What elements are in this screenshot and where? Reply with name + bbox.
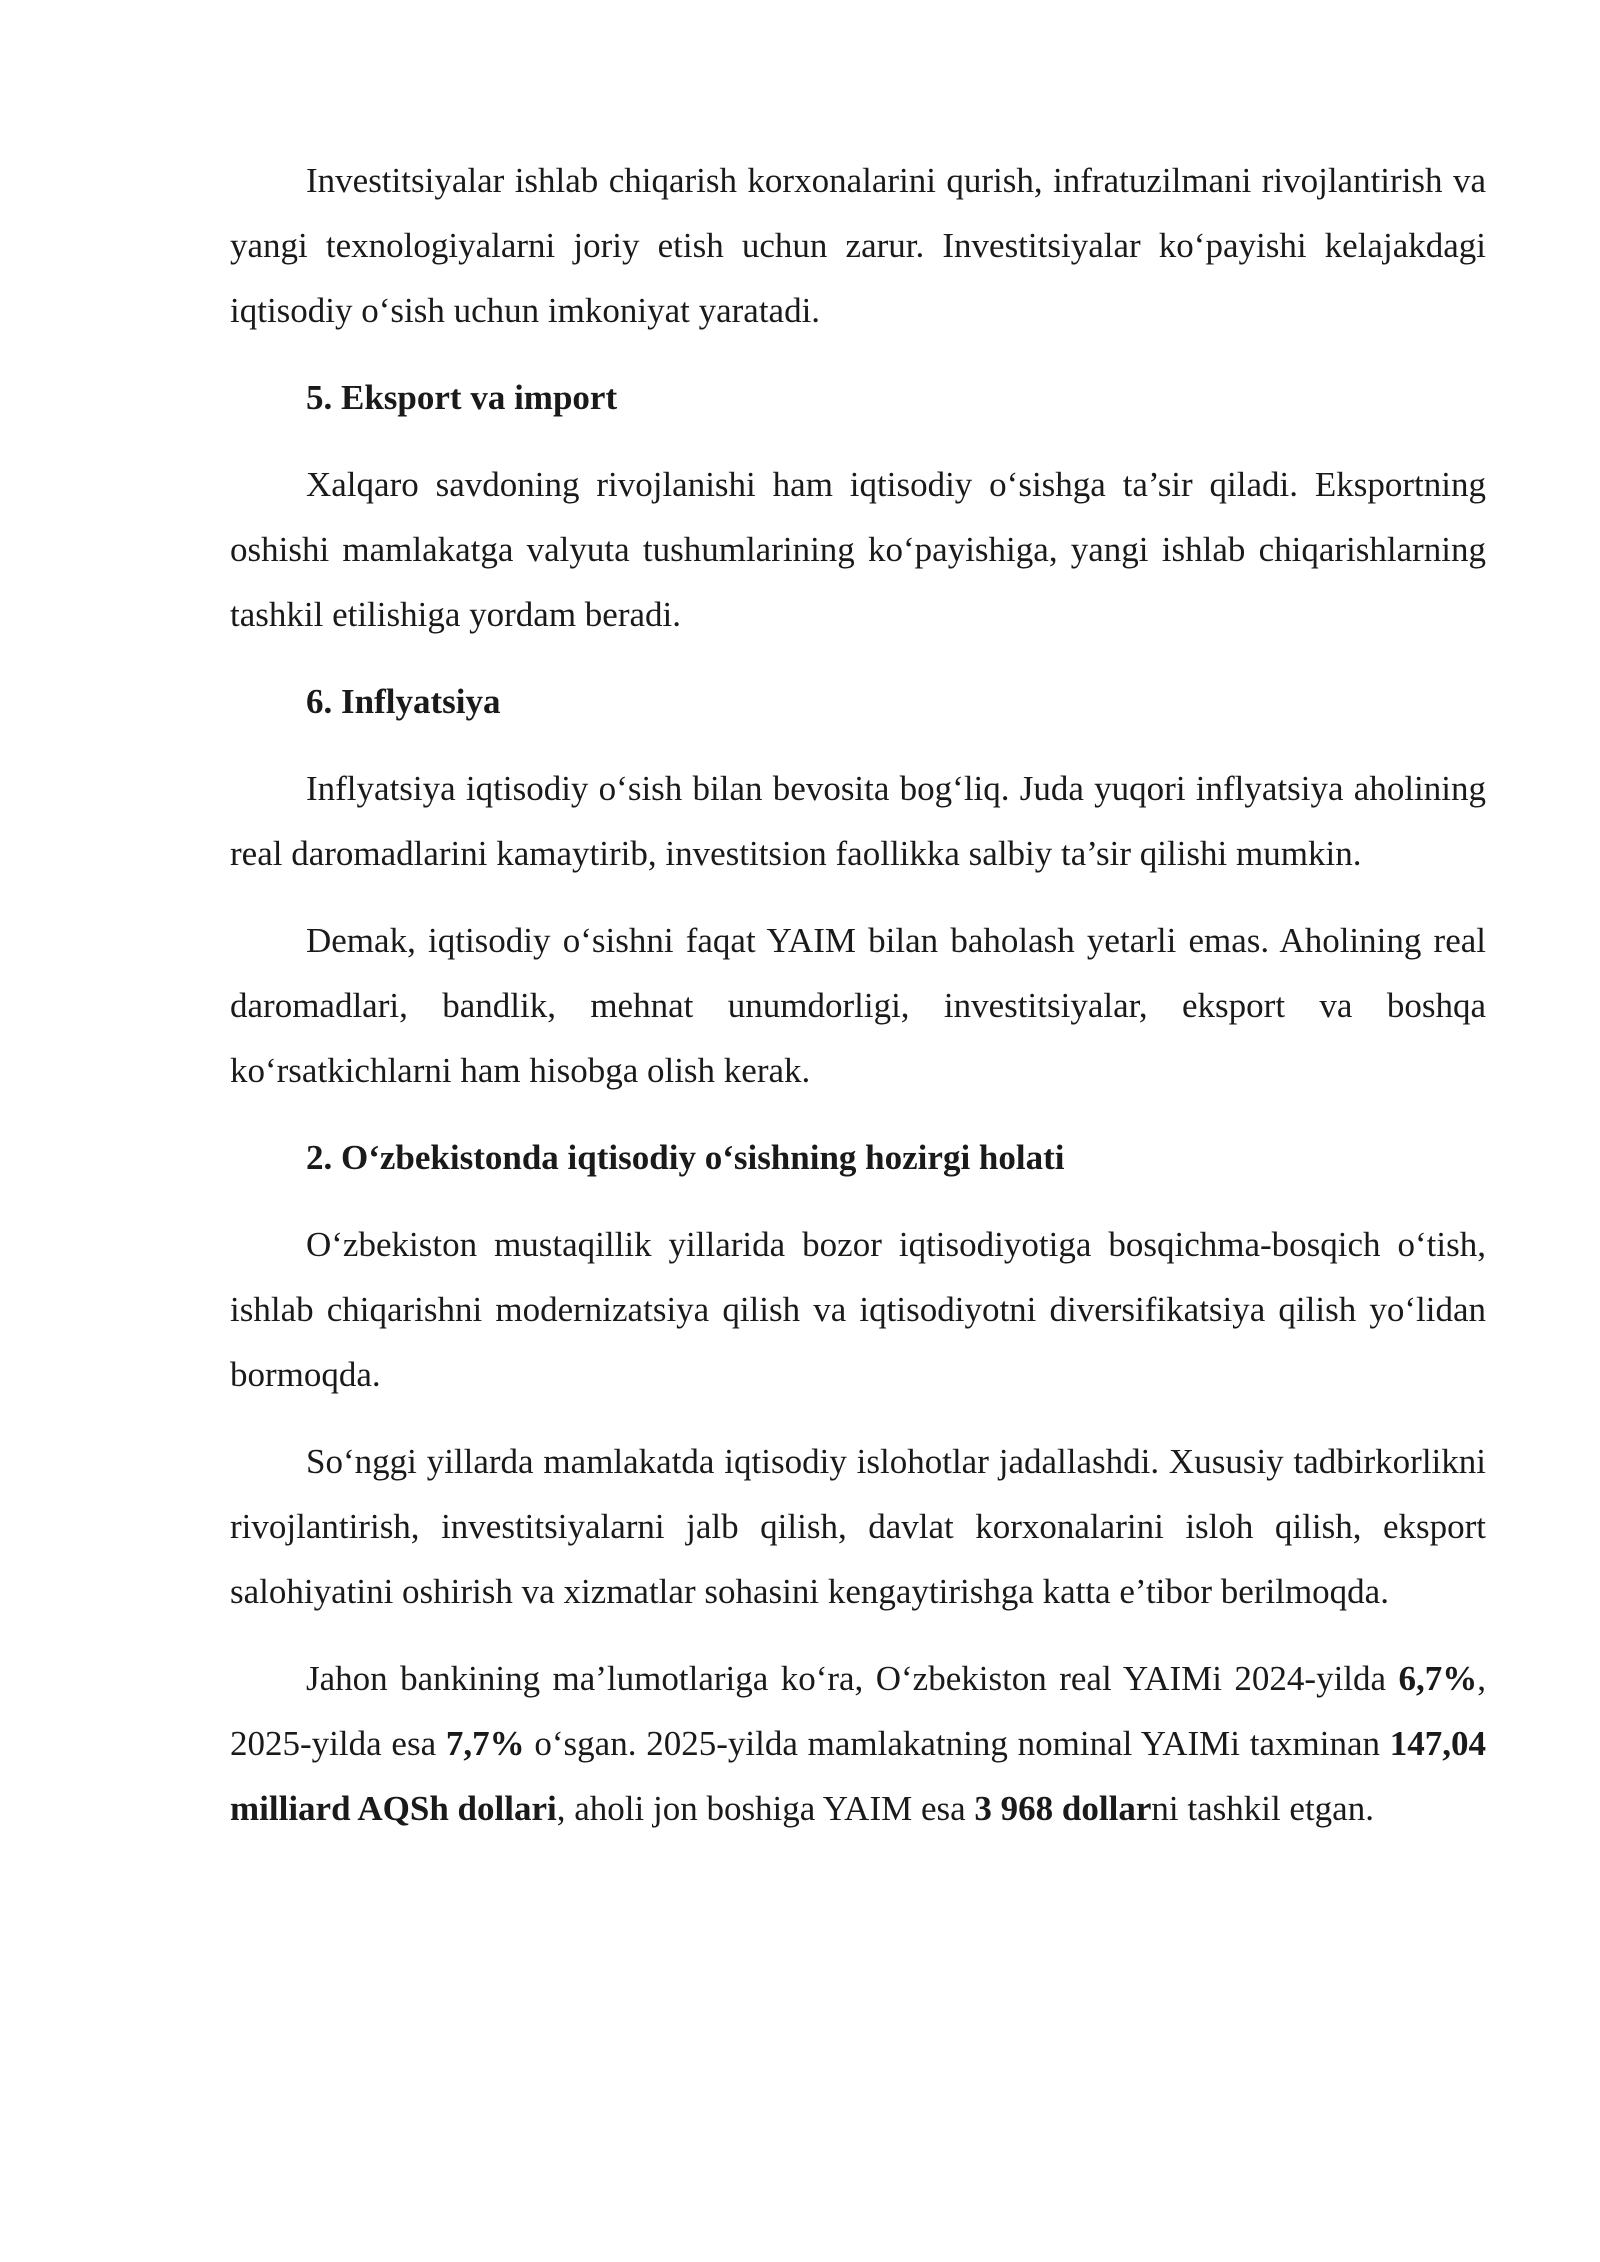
text-segment: o‘sgan. 2025-yilda mamlakatning nominal YAIMi taxminan (524, 1724, 1390, 1763)
paragraph-reforms: So‘nggi yillarda mamlakatda iqtisodiy islohotlar jadallashdi. Xususiy tadbirkorlikni rivojlantirish, investitsiyalarni jalb qilish, davlat korxonalarini isloh qilish, eksport salohiyatini oshirish va xizmatlar sohasini kengaytirishga katta e’tibor berilmoqda. (230, 1442, 1486, 1611)
text-segment: , aholi jon boshiga YAIM esa (556, 1789, 975, 1828)
paragraph-trade: Xalqaro savdoning rivojlanishi ham iqtisodiy o‘sishga ta’sir qiladi. Eksportning oshishi mamlakatga valyuta tushumlarining ko‘payishiga, yangi ishlab chiqarishlarning tashkil etilishiga yordam beradi. (230, 465, 1486, 634)
text-segment: ni tashkil etgan. (1151, 1789, 1374, 1828)
growth-2025-value: 7,7% (445, 1724, 525, 1763)
heading-export-import: 5. Eksport va import (306, 378, 618, 417)
heading-uzbekistan-growth: 2. O‘zbekistonda iqtisodiy o‘sishning hozirgi holati (306, 1138, 1065, 1177)
document-page (230, 148, 1486, 1863)
heading-inflation: 6. Inflyatsiya (306, 682, 501, 721)
paragraph-investments: Investitsiyalar ishlab chiqarish korxonalarini qurish, infratuzilmani rivojlantirish va yangi texnologiyalarni joriy etish uchun zarur. Investitsiyalar ko‘payishi kelajakdagi iqtisodiy o‘sish uchun imkoniyat yaratadi. (230, 161, 1486, 330)
growth-2024-value: 6,7% (1398, 1659, 1478, 1698)
gdp-per-capita-value: 3 968 dollar (974, 1789, 1152, 1828)
text-segment: Jahon bankining ma’lumotlariga ko‘ra, O‘zbekiston real YAIMi 2024-yilda (306, 1659, 1399, 1698)
paragraph-transition: O‘zbekiston mustaqillik yillarida bozor iqtisodiyotiga bosqichma-bosqich o‘tish, ishlab chiqarishni modernizatsiya qilish va iqtisodiyotni diversifikatsiya qilish yo‘lidan bormoqda. (230, 1225, 1486, 1394)
text-segment: , 2025-yilda esa (230, 1659, 1486, 1763)
paragraph-inflation: Inflyatsiya iqtisodiy o‘sish bilan bevosita bog‘liq. Juda yuqori inflyatsiya aholining real daromadlarini kamaytirib, investitsion faollikka salbiy ta’sir qilishi mumkin. (230, 769, 1486, 873)
paragraph-world-bank-data (230, 1646, 1486, 1841)
paragraph-conclusion: Demak, iqtisodiy o‘sishni faqat YAIM bilan baholash yetarli emas. Aholining real daromadlari, bandlik, mehnat unumdorligi, investitsiyalar, eksport va boshqa ko‘rsatkichlarni ham hisobga olish kerak. (230, 921, 1486, 1090)
nominal-gdp-value: 147,04 milliard AQSh dollari (230, 1724, 1487, 1828)
